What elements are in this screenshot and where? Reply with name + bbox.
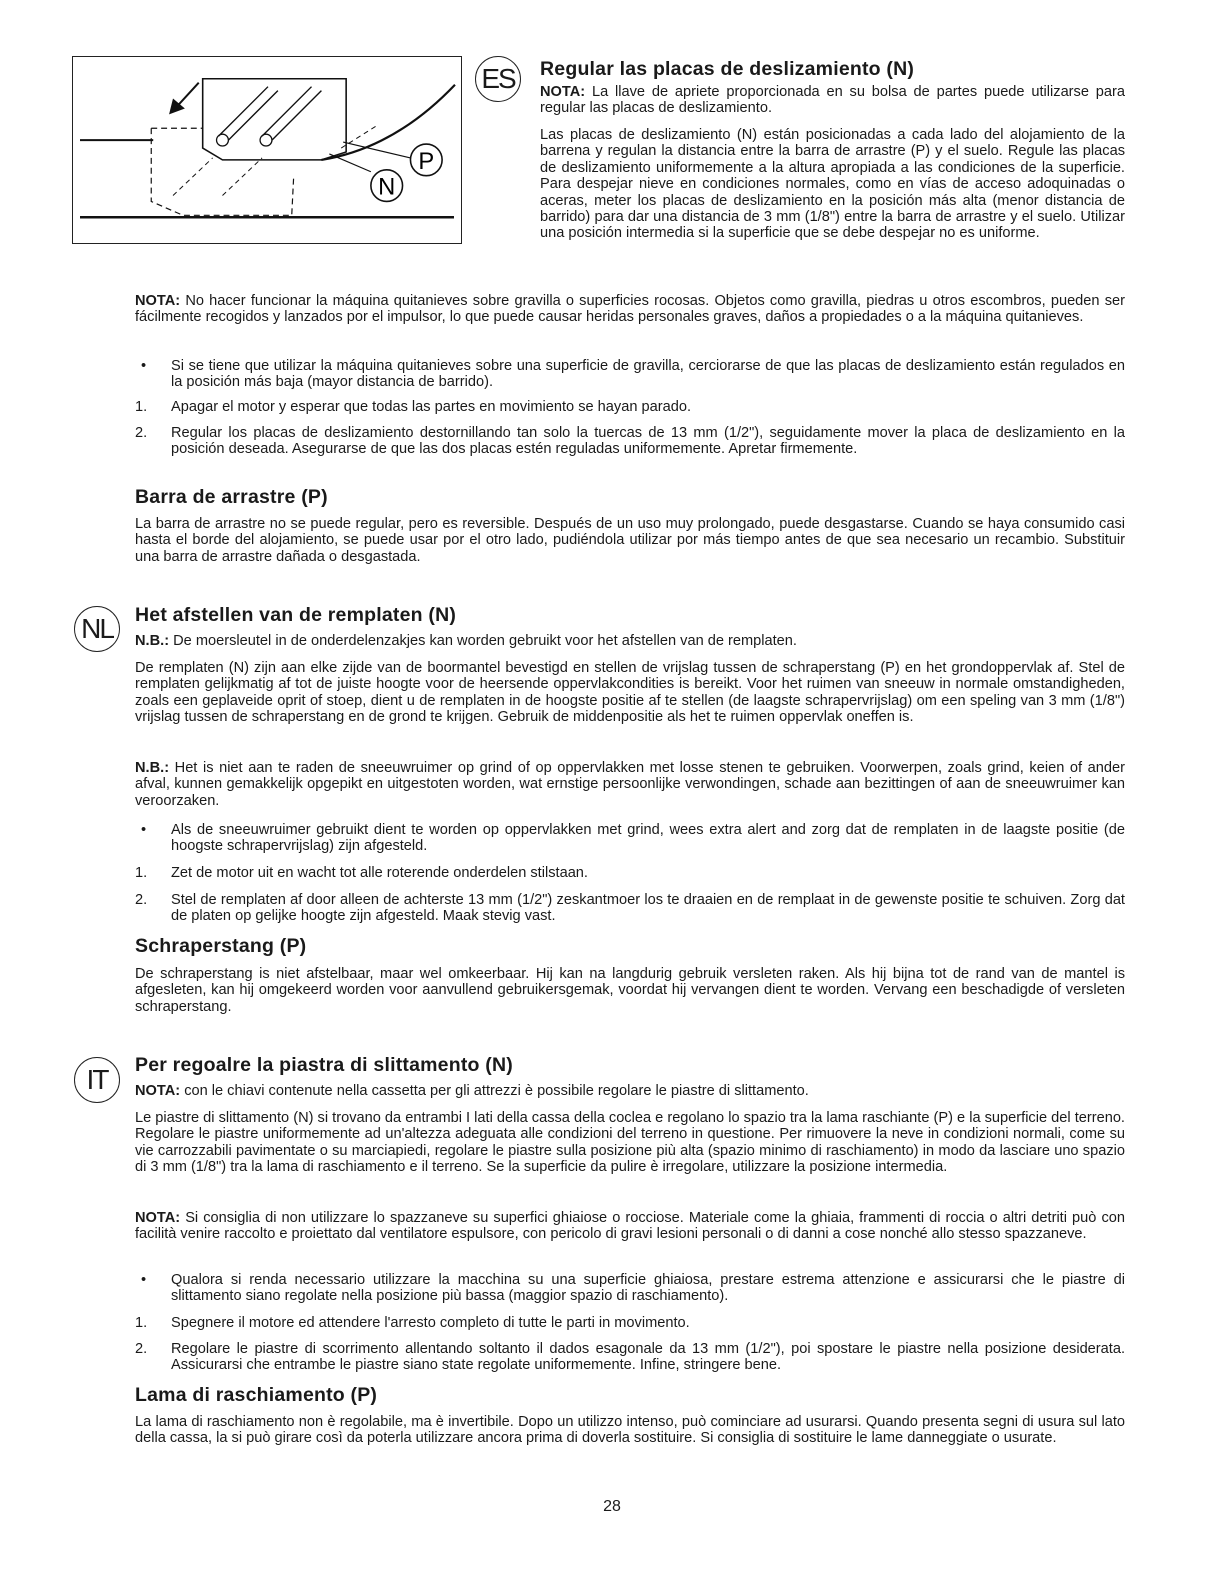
- it-step2: Regolare le piastre di scorrimento allentando soltanto il dados esagonale da 13 mm (1/2"), poi spostare le piastre nella posizione desiderata. Assicurarsi che entrambe le piastre siano state regolate uniformemente. Infine, stringere bene.: [171, 1341, 1125, 1374]
- nl-bullet: Als de sneeuwruimer gebruikt dient te worden op oppervlakken met grind, wees extra alert and zorg dat de remplaten in de laagste positie (de hoogste schrapervrijslag) zijn afgesteld.: [171, 822, 1125, 855]
- label-n: N: [378, 174, 396, 201]
- it-note2: [135, 1210, 1125, 1243]
- es-step1-num: 1.: [135, 399, 148, 415]
- it-bullet: Qualora si renda necessario utilizzare la macchina su una superficie ghiaiosa, prestare estrema attenzione e assicurarsi che le piastre di slittamento siano regolate nella posizione più bassa (maggior spazio di raschiamento).: [171, 1272, 1125, 1305]
- page-number: 28: [603, 1498, 621, 1515]
- it-para2: La lama di raschiamento non è regolabile, ma è invertibile. Dopo un utilizzo intenso, può cominciare ad usurarsi. Quando presenta segni di usura sul lato della cassa, la si può girare così da poterla utilizzare ancora prima di doverla sostituire. Si consiglia di sostituire le lame danneggiate o usurate.: [135, 1414, 1125, 1447]
- it-step2-num: 2.: [135, 1341, 148, 1357]
- nl-note2: [135, 760, 1125, 809]
- nl-badge: NL: [74, 606, 120, 652]
- es-heading2: Barra de arrastre (P): [135, 486, 328, 508]
- nl-note-text: De moersleutel in de onderdelenzakjes kan worden gebruikt voor het afstellen van de remplaten.: [173, 633, 797, 649]
- it-note-label: NOTA:: [135, 1083, 181, 1099]
- it-badge: IT: [74, 1057, 120, 1103]
- it-note2-text: Si consiglia di non utilizzare lo spazzaneve su superfici ghiaiose o rocciose. Materiale come la ghiaia, frammenti di roccia o altri detriti può con facilità venire raccolto e proiettato dal ventilatore espulsore, con pericolo di gravi lesioni personali o di danni a cose nonché allo stesso spazzaneve.: [135, 1210, 1125, 1243]
- nl-para1: De remplaten (N) zijn aan elke zijde van de boormantel bevestigd en stellen de vrijslag tussen de schraperstang (P) en het grondoppervlak af. Stel de remplaten gelijkmatig af tot de juiste hoogte voor de heersende oppervlakcondities is bereikt. Voor het ruimen van sneeuw in normale omstandigheden, zoals een geplaveide oprit of stoep, dient u de remplaten in de hoogste positie af te stellen (de laagste schrapervrijslag) om een speling van 3 mm (1/8") vrijslag tussen de schraperstang en de grond te krijgen. Gebruik de middenpositie als het te ruimen oppervlak oneffen is.: [135, 660, 1125, 726]
- nl-step2-num: 2.: [135, 892, 148, 908]
- es-para2: La barra de arrastre no se puede regular, pero es reversible. Después de un uso muy prolongado, puede desgastarse. Cuando se haya consumido casi hasta el borde del alojamiento, se puede usar por el otro lado, pudiéndola utilizar por más tiempo antes de que sea necesario un recambio. Substituir una barra de arrastre dañada o desgastada.: [135, 516, 1125, 565]
- es-bullet: Si se tiene que utilizar la máquina quitanieves sobre una superficie de gravilla, cerciorarse de que las placas de deslizamiento están regulados en la posición más baja (mayor distancia de barrido).: [171, 358, 1125, 391]
- it-step1-num: 1.: [135, 1315, 148, 1331]
- nl-bullet-mark: •: [141, 822, 147, 838]
- it-bullet-mark: •: [141, 1272, 147, 1288]
- it-note: [135, 1083, 1125, 1099]
- nl-note2-text: Het is niet aan te raden de sneeuwruimer op grind of op oppervlakken met losse stenen te gebruiken. Voorwerpen, zoals grind, keien of ander afval, kunnen gemakkelijk opgepikt en uitgestoten worden, wat ernstige persoonlijke verwondingen, schade aan bezittingen of aan de sneeuwruimer kan veroorzaken.: [135, 760, 1125, 809]
- it-step1: Spegnere il motore ed attendere l'arresto completo di tutte le parti in movimento.: [171, 1315, 690, 1331]
- skid-shoe-figure: [72, 56, 462, 244]
- es-bullet-mark: •: [141, 358, 147, 374]
- es-step1: Apagar el motor y esperar que todas las partes en movimiento se hayan parado.: [171, 399, 691, 415]
- nl-note: [135, 633, 1125, 649]
- es-para1: Las placas de deslizamiento (N) están posicionadas a cada lado del alojamiento de la barrena y regulan la distancia entre la barra de arrastre (P) y el suelo. Regule las placas de deslizamiento uniformemente a la altura apropiada a las condiciones de la superficie. Para despejar nieve en condiciones normales, como en vías de acceso adoquinadas o aceras, meter los placas de deslizamiento en la posición más alta (menor distancia de barrido) para dar una distancia de 3 mm (1/8") entre la barra de arrastre y el suelo. Utilizar una posición intermedia si la superficie que se debe despejar no es uniforme.: [540, 127, 1125, 242]
- it-note2-label: NOTA:: [135, 1210, 181, 1226]
- it-heading2: Lama di raschiamento (P): [135, 1384, 378, 1406]
- nl-step1-num: 1.: [135, 865, 148, 881]
- nl-para2: De schraperstang is niet afstelbaar, maar wel omkeerbaar. Hij kan na langdurig gebruik versleten raken. Als hij bijna tot de rand van de mantel is afgesleten, kan hij omgekeerd worden voor aanvullend gebruikersgemak, voordat hij vervangen dient te worden. Vervang een beschadigde of versleten schraperstang.: [135, 966, 1125, 1015]
- it-heading: Per regoalre la piastra di slittamento (N): [135, 1054, 513, 1076]
- es-note: [540, 84, 1125, 117]
- nl-heading: Het afstellen van de remplaten (N): [135, 604, 457, 626]
- es-note2-label: NOTA:: [135, 293, 181, 309]
- es-step2: Regular los placas de deslizamiento destornillando tan solo la tuercas de 13 mm (1/2"), seguidamente mover la placa de deslizamiento en la posición deseada. Asegurarse de que las dos placas estén reguladas uniformemente. Apretar firmemente.: [171, 425, 1125, 458]
- nl-heading2: Schraperstang (P): [135, 935, 307, 957]
- label-p: P: [418, 148, 435, 175]
- nl-note-label: N.B.:: [135, 633, 170, 649]
- es-step2-num: 2.: [135, 425, 148, 441]
- it-note-text: con le chiavi contenute nella cassetta per gli attrezzi è possibile regolare le piastre di slittamento.: [184, 1083, 809, 1099]
- es-note2-text: No hacer funcionar la máquina quitanieves sobre gravilla o superficies rocosas. Objetos como gravilla, piedras u otros escombros, pueden ser fácilmente recogidos y lanzados por el impulsor, lo que puede causar heridas personales graves, daños a propiedades o a la máquina quitanieves.: [135, 293, 1125, 326]
- es-note-text: La llave de apriete proporcionada en su bolsa de partes puede utilizarse para regular las placas de deslizamiento.: [540, 84, 1125, 117]
- it-para1: Le piastre di slittamento (N) si trovano da entrambi I lati della cassa della coclea e regolano lo spazio tra la lama raschiante (P) e la superficie del terreno. Regolare le piastre uniformemente ad un'altezza adeguata alle condizioni del terreno in questione. Per rimuovere la neve in condizioni normali, come su vie carrozzabili pavimentate o su marciapiedi, regolare le piastre sulla posizione più alta (spazio minimo di raschiamento) in modo da lasciare uno spazio di 3 mm (1/8") tra la lama di raschiamento e il terreno. Se la superficie da pulire è irregolare, utilizzare la posizione intermedia.: [135, 1110, 1125, 1176]
- nl-step2: Stel de remplaten af door alleen de achterste 13 mm (1/2") zeskantmoer los te draaien en de remplaat in de gewenste positie te schuiven. Zorg dat de platen op gelijke hoogte zijn afgesteld. Maak stevig vast.: [171, 892, 1125, 925]
- nl-note2-label: N.B.:: [135, 760, 170, 776]
- nl-step1: Zet de motor uit en wacht tot alle roterende onderdelen stilstaan.: [171, 865, 588, 881]
- es-heading: Regular las placas de deslizamiento (N): [540, 58, 915, 80]
- es-note2: [135, 293, 1125, 326]
- es-badge: ES: [475, 56, 521, 102]
- es-note-label: NOTA:: [540, 84, 586, 100]
